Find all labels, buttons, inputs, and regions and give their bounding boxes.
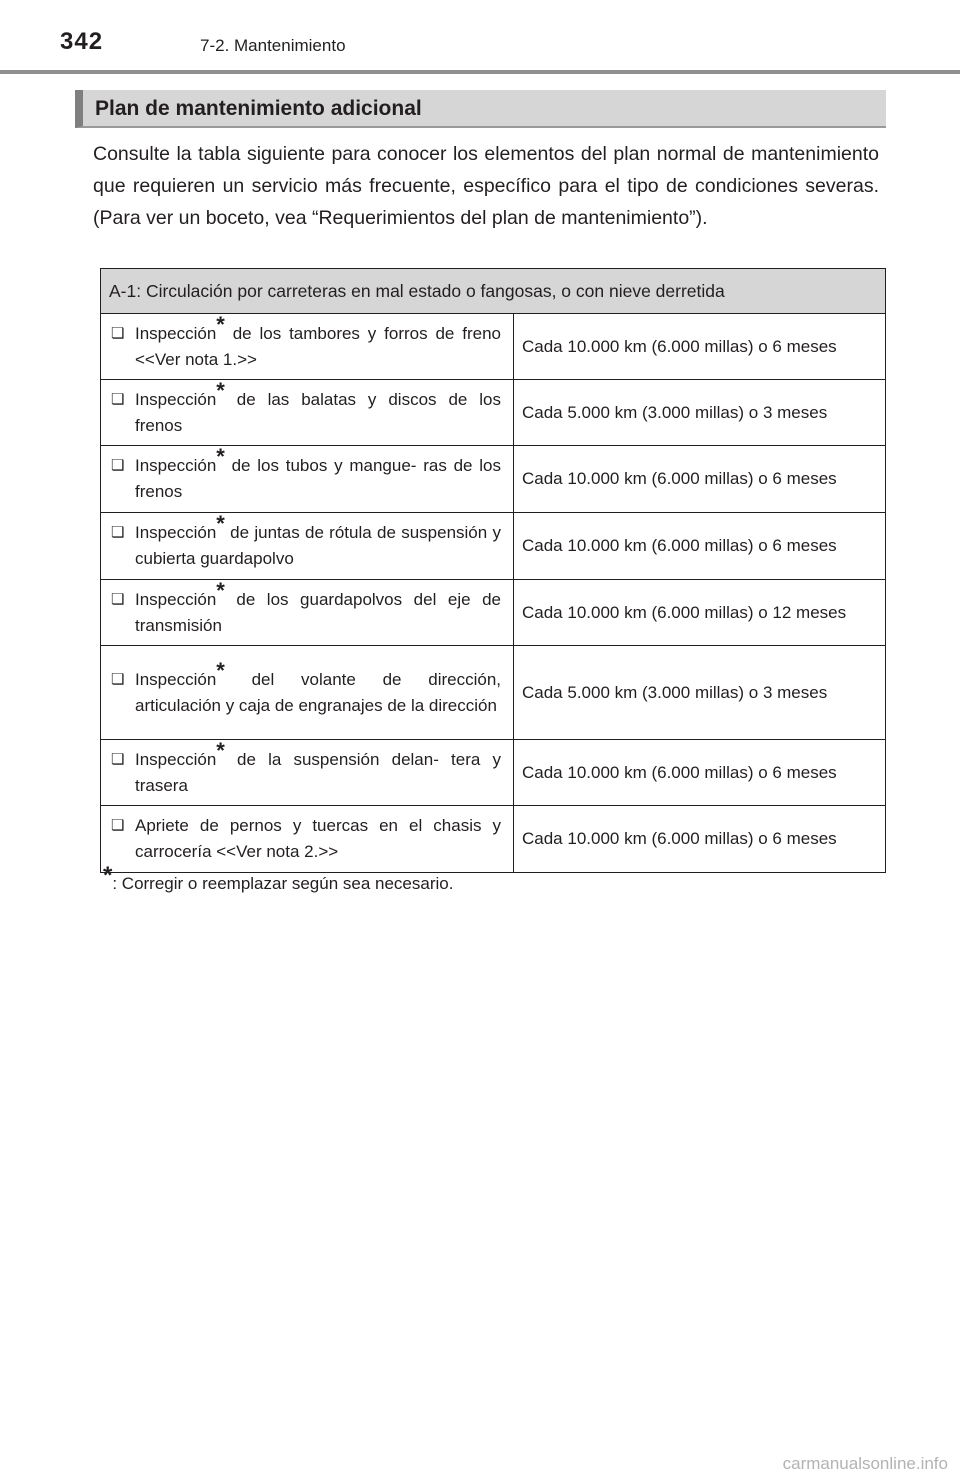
checkbox-icon: ❏ [111,670,125,688]
item-detail: de las balatas y discos de los frenos [135,389,501,435]
asterisk-icon: * [216,737,225,763]
intro-paragraph: Consulte la tabla siguiente para conocer los elementos del plan normal de mantenimiento que requieren un servicio más frecuente, específico para el tipo de condiciones severas. (Para ver un boceto, vea “Requerimientos del plan de mantenimiento”). [93,143,879,229]
item-cell [101,577,514,646]
item-text [135,311,501,373]
table-header: A-1: Circulación por carreteras en mal estado o fangosas, o con nieve derretida [101,269,886,314]
item-cell [101,806,514,873]
checkbox-icon: ❏ [111,590,125,608]
footnote [103,862,454,894]
item-detail: del volante de dirección, articulación y caja de engranajes de la dirección [135,669,501,715]
item-detail: de los tubos y mangue- ras de los frenos [135,456,501,501]
item-cell [101,446,514,513]
item-detail: de juntas de rótula de suspensión y cubierta guardapolvo [135,523,501,568]
item-text [135,444,501,505]
asterisk-icon: * [216,444,225,469]
table-header-row [101,269,886,314]
item-text [135,737,501,799]
item-label: Inspección [135,456,217,475]
item-text [135,813,501,865]
asterisk-icon: * [103,862,113,889]
interval-cell: Cada 10.000 km (6.000 millas) o 6 meses [514,314,886,380]
item-label: Inspección [135,523,217,542]
item-cell [101,737,514,806]
asterisk-icon: * [216,377,225,403]
asterisk-icon: * [216,511,225,536]
table-row [101,380,886,446]
item-detail: de los tambores y forros de freno <<Ver nota 1.>> [135,323,501,369]
interval-cell: Cada 10.000 km (6.000 millas) o 6 meses [514,513,886,580]
item-cell [101,513,514,580]
footnote-text: : Corregir o reemplazar según sea necesario. [112,874,454,893]
interval-cell: Cada 10.000 km (6.000 millas) o 6 meses [514,806,886,873]
item-detail: de los guardapolvos del eje de transmisión [135,589,501,635]
interval-cell: Cada 5.000 km (3.000 millas) o 3 meses [514,646,886,740]
page-number: 342 [60,28,104,55]
checkbox-icon: ❏ [111,390,125,408]
table-row [101,446,886,513]
item-detail: de la suspensión delan- tera y trasera [135,749,501,795]
checkbox-icon: ❏ [111,524,125,541]
checkbox-icon: ❏ [111,750,125,768]
table-row [101,740,886,806]
item-label: Inspección [135,323,217,343]
checkbox-icon: ❏ [111,817,125,834]
asterisk-icon: * [216,311,225,337]
item-text [135,657,501,719]
interval-cell: Cada 10.000 km (6.000 millas) o 6 meses [514,740,886,806]
item-label: Inspección [135,749,217,769]
item-label: Inspección [135,669,217,689]
asterisk-icon: * [216,657,225,683]
item-label: Apriete de pernos y tuercas en el chasis y carrocería <<Ver nota 2.>> [135,816,501,861]
breadcrumb: 7-2. Mantenimiento [200,36,346,55]
header-divider [0,70,960,74]
item-text [135,577,501,639]
watermark: carmanualsonline.info [782,1454,948,1473]
interval-cell: Cada 10.000 km (6.000 millas) o 6 meses [514,446,886,513]
item-cell [101,646,514,740]
interval-cell: Cada 5.000 km (3.000 millas) o 3 meses [514,380,886,446]
table-row [101,580,886,646]
table-row [101,806,886,873]
checkbox-icon: ❏ [111,324,125,342]
item-text [135,511,501,572]
interval-cell: Cada 10.000 km (6.000 millas) o 12 meses [514,580,886,646]
maintenance-table [100,268,886,873]
asterisk-icon: * [216,577,225,603]
item-cell [101,311,514,380]
item-label: Inspección [135,589,217,609]
section-heading [75,90,886,128]
item-label: Inspección [135,389,217,409]
table-row [101,646,886,740]
item-cell [101,377,514,446]
table-row [101,513,886,580]
table-row [101,314,886,380]
item-text [135,377,501,439]
section-title: Plan de mantenimiento adicional [95,97,422,120]
checkbox-icon: ❏ [111,457,125,474]
